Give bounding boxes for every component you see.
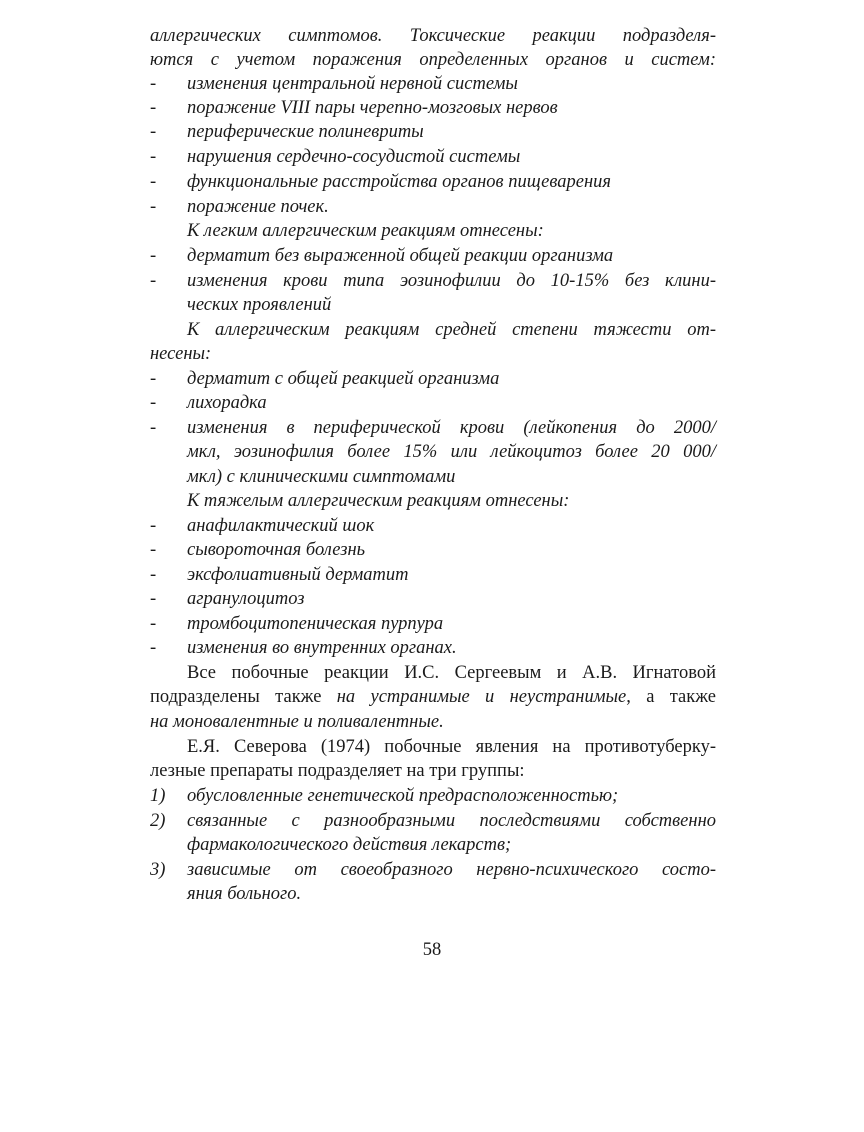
- list-marker: -: [150, 246, 157, 266]
- list-marker: -: [150, 172, 157, 192]
- list-item: анафилактический шок: [187, 516, 375, 536]
- paragraph-1-emphasis: на устранимые и неустранимые: [336, 687, 627, 707]
- list-item-continuation: ческих проявлений: [187, 295, 332, 315]
- list-marker: -: [150, 540, 157, 560]
- list-marker: 1): [150, 786, 166, 806]
- list-item: обусловленные генетической предрасположенностью;: [187, 786, 619, 806]
- list-marker: -: [150, 418, 157, 438]
- page-number: 58: [422, 940, 442, 960]
- list-item-continuation: яния больного.: [187, 884, 302, 904]
- list-marker: -: [150, 614, 157, 634]
- list-item: сывороточная болезнь: [187, 540, 366, 560]
- list-marker: -: [150, 589, 157, 609]
- list-item: поражение VIII пары черепно-мозговых нервов: [187, 98, 558, 118]
- moderate-heading-line-1: К аллергическим реакциям средней степени тяжести от-: [187, 320, 716, 340]
- list-item: связанные с разнообразными последствиями собственно: [187, 811, 716, 831]
- list-item: периферические полиневриты: [187, 122, 424, 142]
- list-item: нарушения сердечно-сосудистой системы: [187, 147, 521, 167]
- mild-heading: К легким аллергическим реакциям отнесены:: [187, 221, 544, 241]
- list-item-continuation: мкл, эозинофилия более 15% или лейкоцитоз более 20 000/: [187, 442, 716, 462]
- list-item: тромбоцитопеническая пурпура: [187, 614, 444, 634]
- list-item: поражение почек.: [187, 197, 329, 217]
- paragraph-1-text: , а также: [626, 687, 716, 707]
- list-marker: -: [150, 147, 157, 167]
- list-marker: 3): [150, 860, 166, 880]
- list-marker: -: [150, 393, 157, 413]
- list-marker: -: [150, 271, 157, 291]
- list-item: агранулоцитоз: [187, 589, 305, 609]
- severe-heading: К тяжелым аллергическим реакциям отнесены:: [187, 491, 570, 511]
- list-item: изменения крови типа эозинофилии до 10-15% без клини-: [187, 271, 716, 291]
- list-marker: -: [150, 369, 157, 389]
- list-item: изменения центральной нервной системы: [187, 74, 518, 94]
- list-marker: -: [150, 122, 157, 142]
- list-marker: -: [150, 74, 157, 94]
- list-marker: -: [150, 197, 157, 217]
- intro-line-2: ются с учетом поражения определенных органов и систем:: [150, 50, 716, 70]
- paragraph-1-line-3: на моновалентные и поливалентные.: [150, 712, 444, 732]
- list-item: изменения во внутренних органах.: [187, 638, 457, 658]
- list-item-continuation: фармакологического действия лекарств;: [187, 835, 512, 855]
- list-item: лихорадка: [187, 393, 267, 413]
- list-marker: -: [150, 565, 157, 585]
- paragraph-2-line-1: Е.Я. Северова (1974) побочные явления на противотуберку-: [187, 737, 716, 757]
- moderate-heading-line-2: несены:: [150, 344, 212, 364]
- paragraph-1-text: подразделены также: [150, 687, 337, 707]
- list-item: дерматит с общей реакцией организма: [187, 369, 500, 389]
- list-marker: -: [150, 98, 157, 118]
- paragraph-1-line-1: Все побочные реакции И.С. Сергеевым и А.В. Игнатовой: [187, 663, 716, 683]
- list-item-continuation: мкл) с клиническими симптомами: [187, 467, 456, 487]
- paragraph-1-line-2: [150, 685, 716, 709]
- list-item: дерматит без выраженной общей реакции организма: [187, 246, 614, 266]
- list-marker: -: [150, 516, 157, 536]
- list-item: зависимые от своеобразного нервно-психического состо-: [187, 860, 716, 880]
- list-item: изменения в периферической крови (лейкопения до 2000/: [187, 418, 716, 438]
- list-item: функциональные расстройства органов пищеварения: [187, 172, 611, 192]
- list-marker: 2): [150, 811, 166, 831]
- list-marker: -: [150, 638, 157, 658]
- list-item: эксфолиативный дерматит: [187, 565, 409, 585]
- paragraph-2-line-2: лезные препараты подразделяет на три группы:: [150, 761, 525, 781]
- intro-line-1: аллергических симптомов. Токсические реакции подразделя-: [150, 26, 716, 46]
